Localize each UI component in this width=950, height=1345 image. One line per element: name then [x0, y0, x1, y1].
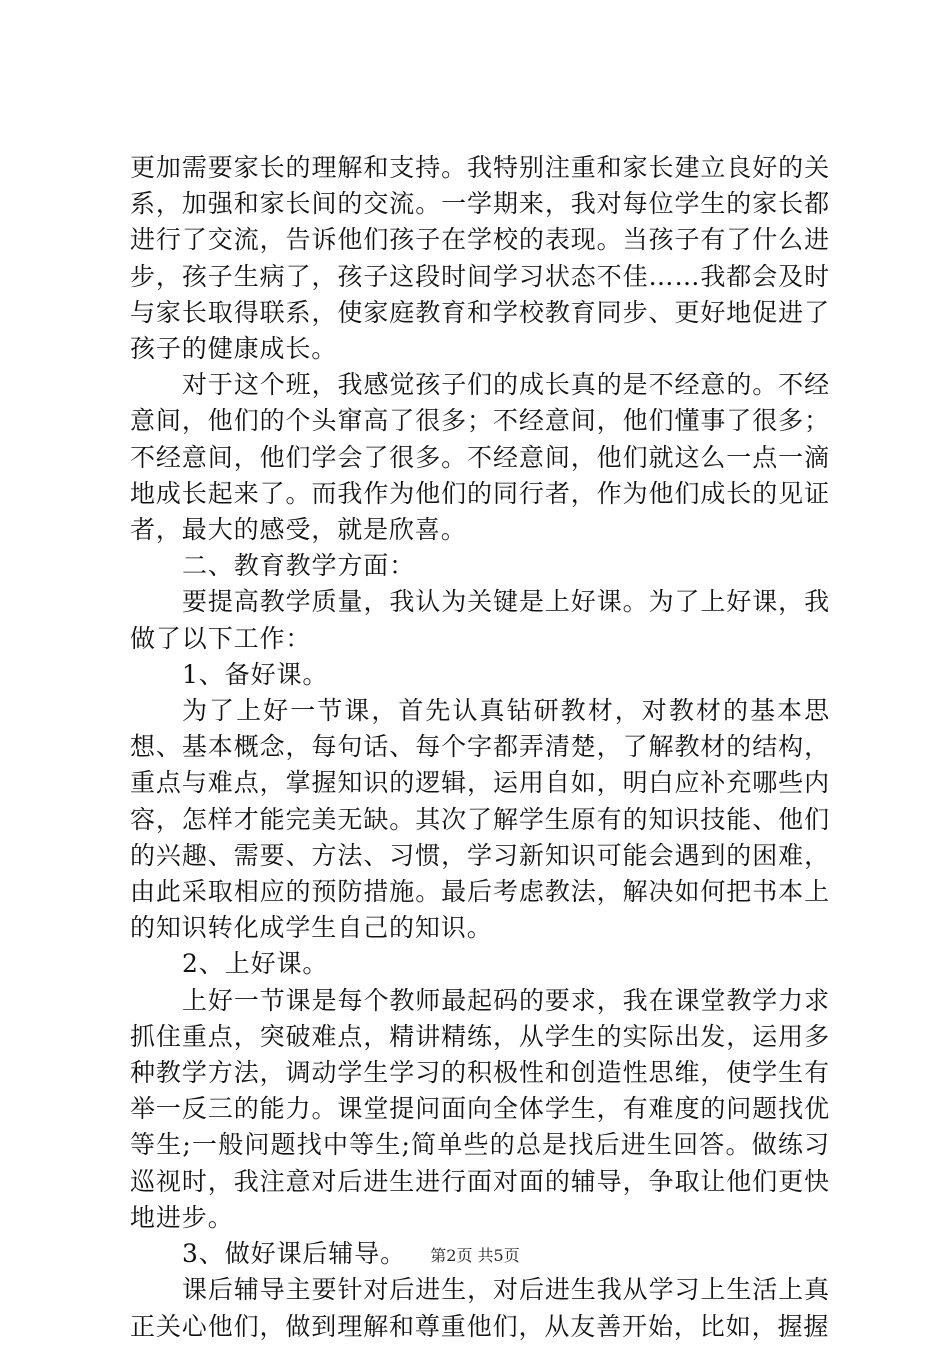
subheading-teach-lessons: 2、上好课。 — [182, 949, 329, 979]
subheading-prepare-lessons: 1、备好课。 — [182, 659, 329, 689]
paragraph-children-growth: 对于这个班，我感觉孩子们的成长真的是不经意的。不经意间，他们的个头窜高了很多；不经意间，他们懂事了很多；不经意间，他们学会了很多。不经意间，他们就这么一点一滴地成长起来了。而我作为他们的同行者，作为他们成长的见证者，最大的感受，就是欣喜。 — [130, 370, 830, 545]
subheading-after-class-tutoring: 3、做好课后辅导。 — [182, 1239, 407, 1269]
paragraph-parent-communication: 更加需要家长的理解和支持。我特别注重和家长建立良好的关系，加强和家长间的交流。一学期来，我对每位学生的家长都进行了交流，告诉他们孩子在学校的表现。当孩子有了什么进步，孩子生病了，孩子这段时间学习状态不佳……我都会及时与家长取得联系，使家庭教育和学校教育同步、更好地促进了孩子的健康成长。 — [130, 153, 830, 364]
section-heading-teaching: 二、教育教学方面： — [182, 551, 416, 581]
document-body — [130, 150, 830, 1345]
page-number-footer: 第2页 共5页 — [430, 1246, 520, 1265]
paragraph-after-class-tutoring: 课后辅导主要针对后进生，对后进生我从学习上生活上真正关心他们，做到理解和尊重他们，从友善开始，比如，握握 — [130, 1275, 830, 1341]
paragraph-prepare-lessons: 为了上好一节课，首先认真钻研教材，对教材的基本思想、基本概念，每句话、每个字都弄清楚，了解教材的结构，重点与难点，掌握知识的逻辑，运用自如，明白应补充哪些内容，怎样才能完美无缺。其次了解学生原有的知识技能、他们的兴趣、需要、方法、习惯，学习新知识可能会遇到的困难，由此采取相应的预防措施。最后考虑教法，解决如何把书本上的知识转化成学生自己的知识。 — [130, 696, 830, 943]
paragraph-teaching-quality: 要提高教学质量，我认为关键是上好课。为了上好课，我做了以下工作： — [130, 587, 830, 653]
paragraph-teach-lessons: 上好一节课是每个教师最起码的要求，我在课堂教学力求抓住重点，突破难点，精讲精练，从学生的实际出发，运用多种教学方法，调动学生学习的积极性和创造性思维，使学生有举一反三的能力。课堂提问面向全体学生，有难度的问题找优等生;一般问题找中等生;简单些的总是找后进生回答。做练习巡视时，我注意对后进生进行面对面的辅导，争取让他们更快地进步。 — [130, 985, 830, 1232]
